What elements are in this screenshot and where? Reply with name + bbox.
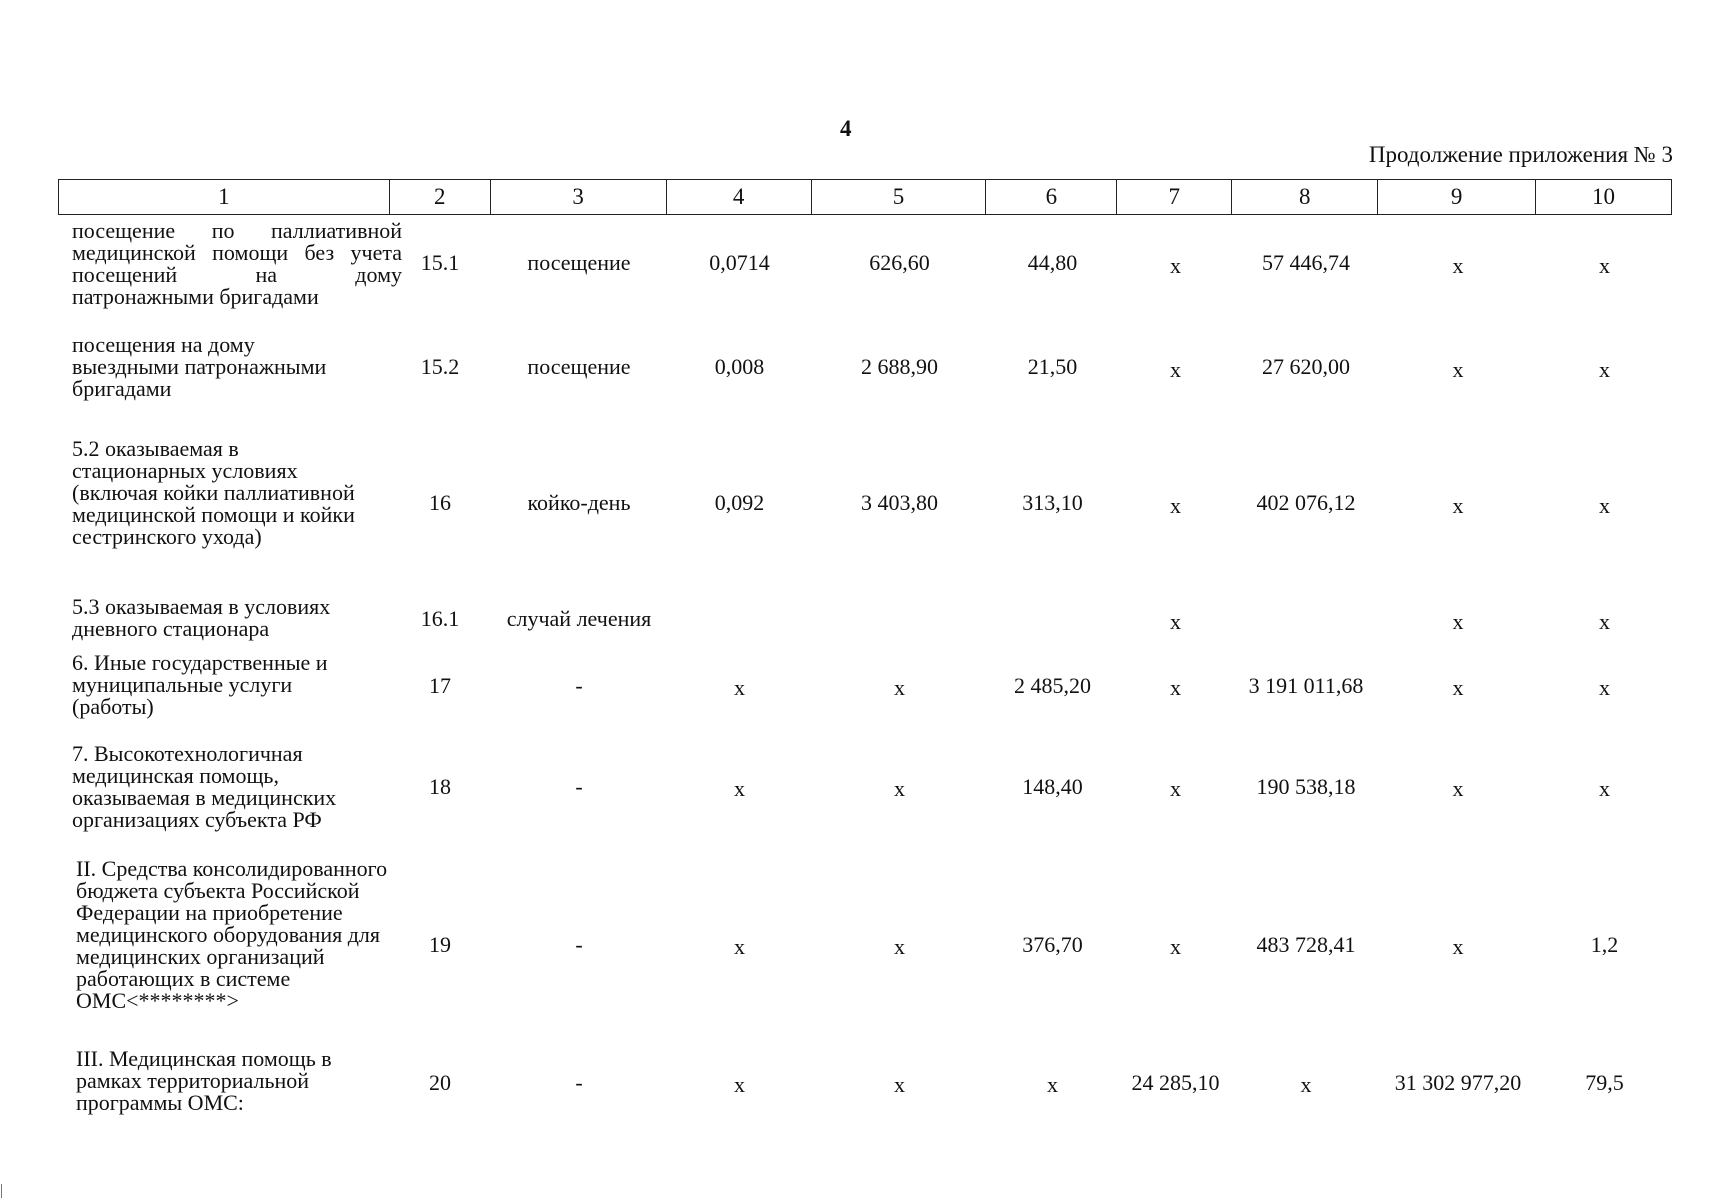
row-description: посещение по паллиативной медицинской помощи без учета посещений на дому патронажными бригадами	[72, 218, 402, 309]
col9-cell: х	[1452, 493, 1464, 518]
page-number: 4	[840, 116, 852, 141]
row-description: II. Средства консолидированного бюджета субъекта Российской Федерации на приобретение медицинского оборудования для медицинских организаций работающих в системе ОМС<********>	[76, 856, 388, 1013]
column-header-2: 2	[390, 180, 491, 214]
unit-cell: посещение	[527, 250, 631, 275]
col7-cell: х	[1170, 493, 1181, 518]
col6-cell: 148,40	[1022, 774, 1083, 799]
col9-cell: х	[1452, 253, 1464, 278]
unit-cell: -	[575, 932, 583, 957]
col4-cell: х	[734, 675, 745, 700]
unit-cell: случай лечения	[506, 606, 652, 631]
col9-cell: х	[1452, 776, 1464, 801]
col7-cell: х	[1170, 357, 1181, 382]
column-header-4: 4	[667, 180, 812, 214]
row-description: III. Медицинская помощь в рамках территориальной программы ОМС:	[76, 1046, 332, 1115]
col8-cell: 57 446,74	[1262, 250, 1350, 275]
col8-cell: 190 538,18	[1256, 774, 1356, 799]
unit-cell: койко-день	[527, 490, 631, 515]
col5-cell: 3 403,80	[861, 490, 938, 515]
table-row	[58, 743, 1672, 837]
row-number: 16.1	[420, 606, 460, 631]
col9-cell: х	[1452, 357, 1464, 382]
table-row	[58, 220, 1672, 312]
column-header-6: 6	[986, 180, 1117, 214]
row-description: посещения на дому выездными патронажными бригадами	[72, 332, 327, 401]
table-row	[58, 334, 1672, 404]
appendix-continuation-title: Продолжение приложения № 3	[1368, 142, 1673, 167]
col8-cell: х	[1300, 1072, 1312, 1097]
unit-cell: посещение	[527, 354, 631, 379]
col6-cell: 313,10	[1022, 490, 1083, 515]
col10-cell: х	[1599, 675, 1610, 700]
col5-cell: х	[894, 675, 905, 700]
col6-cell: 44,80	[1027, 250, 1078, 275]
col5-cell: х	[894, 776, 905, 801]
col5-cell: х	[894, 934, 905, 959]
col6-cell: х	[1047, 1072, 1058, 1097]
unit-cell: -	[575, 774, 583, 799]
col7-cell: х	[1170, 776, 1181, 801]
row-number: 15.2	[420, 354, 460, 379]
row-number: 19	[429, 932, 451, 957]
col6-cell: 21,50	[1027, 354, 1078, 379]
row-number: 17	[429, 673, 451, 698]
col7-cell: х	[1170, 253, 1181, 278]
col10-cell: 1,2	[1590, 932, 1619, 957]
col4-cell: х	[734, 934, 745, 959]
row-number: 18	[429, 774, 451, 799]
row-number: 16	[429, 490, 451, 515]
col4-cell: 0,0714	[709, 250, 770, 275]
unit-cell: -	[575, 1070, 583, 1095]
col9-cell: х	[1452, 609, 1464, 634]
column-header-8: 8	[1232, 180, 1378, 214]
column-header-3: 3	[491, 180, 667, 214]
column-header-9: 9	[1378, 180, 1536, 214]
table-row	[58, 652, 1672, 724]
col10-cell: х	[1599, 357, 1610, 382]
col10-cell: х	[1599, 493, 1610, 518]
unit-cell: -	[575, 673, 583, 698]
col9-cell: х	[1452, 675, 1464, 700]
col7-cell: х	[1170, 934, 1181, 959]
row-number: 15.1	[420, 250, 460, 275]
row-description: 5.3 оказываемая в условиях дневного стационара	[72, 594, 331, 641]
col4-cell: х	[734, 776, 745, 801]
col8-cell: 3 191 011,68	[1248, 673, 1364, 698]
table-row	[58, 858, 1672, 1038]
table-row	[58, 438, 1672, 578]
col9-cell: х	[1452, 934, 1464, 959]
col10-cell: х	[1599, 776, 1610, 801]
col5-cell: 2 688,90	[861, 354, 938, 379]
row-number: 20	[429, 1070, 451, 1095]
col4-cell: 0,008	[714, 354, 765, 379]
column-header-10: 10	[1592, 184, 1616, 209]
table-row	[58, 596, 1672, 644]
row-description: 5.2 оказываемая в стационарных условиях (включая койки паллиативной медицинской помощи и койки сестринского ухода)	[72, 436, 355, 549]
column-header-1: 1	[59, 180, 390, 214]
col6-cell: 2 485,20	[1014, 673, 1091, 698]
col6-cell: 376,70	[1022, 932, 1083, 957]
column-header-5: 5	[812, 180, 987, 214]
col4-cell: х	[734, 1072, 745, 1097]
col10-cell: х	[1599, 609, 1610, 634]
col8-cell: 483 728,41	[1256, 932, 1356, 957]
column-header-7: 7	[1117, 180, 1232, 214]
col10-cell: х	[1599, 253, 1610, 278]
col5-cell: 626,60	[869, 250, 930, 275]
row-description: 7. Высокотехнологичная медицинская помощь, оказываемая в медицинских организациях субъекта РФ	[72, 741, 337, 832]
col7-cell: х	[1170, 609, 1181, 634]
col10-cell: 79,5	[1585, 1070, 1624, 1095]
col4-cell: 0,092	[714, 490, 765, 515]
col7-cell: 24 285,10	[1131, 1070, 1220, 1095]
col7-cell: х	[1170, 675, 1181, 700]
scan-edge-mark	[1, 1184, 2, 1198]
col8-cell: 27 620,00	[1262, 354, 1350, 379]
col8-cell: 402 076,12	[1256, 490, 1356, 515]
table-row	[58, 1048, 1672, 1120]
col9-cell: 31 302 977,20	[1394, 1070, 1522, 1095]
row-description: 6. Иные государственные и муниципальные услуги (работы)	[72, 650, 328, 719]
col5-cell: х	[894, 1072, 905, 1097]
